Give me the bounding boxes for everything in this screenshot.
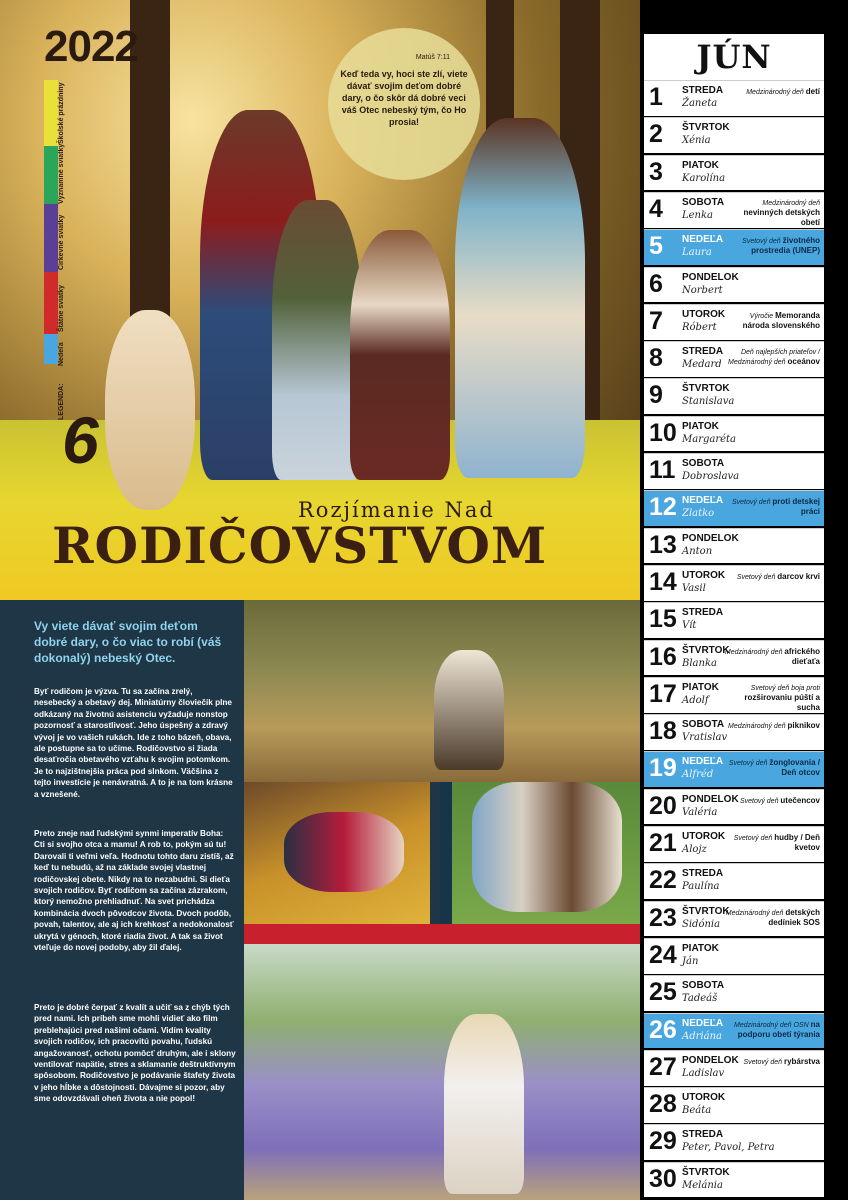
day-number: 18 (649, 717, 677, 746)
photo-family-lying (452, 782, 640, 924)
article-column (0, 600, 244, 1200)
day-event-highlight: darcov krvi (777, 571, 820, 581)
calendar-day (644, 751, 824, 787)
day-weekday: ŠTVRTOK (682, 383, 730, 395)
article-lead: Vy viete dávať svojim deťom dobré dary, o čo viac to robí (váš dokonalý) nebeský Otec. (34, 619, 222, 665)
photo-gap (430, 782, 440, 924)
day-weekday: UTOROK (682, 569, 726, 581)
day-weekday: ŠTVRTOK (682, 1166, 730, 1178)
calendar-month: JÚN (696, 38, 772, 76)
day-nameday: Vratislav (682, 732, 728, 744)
legend-label: Štátne sviatky (58, 284, 65, 332)
day-event-highlight: hudby / Deň kvetov (774, 833, 820, 852)
calendar-day (644, 863, 824, 899)
legend-swatch-state (44, 272, 58, 334)
boy-figure (272, 200, 362, 480)
day-event-highlight: afrického dieťaťa (784, 646, 820, 666)
day-weekday: ŠTVRTOK (682, 905, 730, 917)
legend (44, 80, 65, 490)
photo-lavender-field (244, 944, 640, 1200)
day-event-highlight: utečencov (780, 795, 820, 805)
calendar-day (644, 341, 824, 377)
calendar-day (644, 1050, 824, 1086)
day-nameday: Blanka (682, 657, 717, 669)
calendar-day (644, 1013, 824, 1049)
day-nameday: Adriána (682, 1030, 722, 1042)
day-number: 11 (649, 456, 676, 484)
photo-figures (472, 782, 622, 912)
day-nameday: Paulína (682, 881, 720, 893)
day-event (724, 833, 820, 853)
day-event-highlight: rozširovaniu púští a sucha (744, 692, 820, 712)
day-event-highlight: nevinných detských obetí (743, 207, 820, 227)
calendar-day (644, 714, 824, 750)
day-event-text: Svetový deň (736, 573, 776, 581)
day-nameday: Valéria (682, 806, 718, 818)
calendar-day (644, 677, 824, 713)
day-weekday: UTOROK (682, 831, 726, 842)
day-nameday: Ladislav (682, 1067, 725, 1079)
day-event (724, 572, 820, 582)
day-number: 7 (649, 306, 663, 335)
day-event-highlight: rybárstva (783, 1056, 820, 1066)
day-number: 1 (649, 83, 663, 111)
day-event-text: Medzinárodný deň (746, 89, 804, 96)
day-weekday: NEDEĽA (682, 756, 724, 768)
day-event-text: Medzinárodný deň (724, 648, 783, 656)
day-number: 6 (649, 269, 663, 298)
day-number: 9 (649, 381, 663, 410)
calendar-day (644, 640, 824, 676)
day-number: 25 (649, 978, 677, 1007)
day-event (724, 311, 820, 331)
day-event-highlight: Memoranda národa slovenského (742, 310, 820, 330)
calendar-day (644, 304, 824, 340)
day-number: 21 (649, 829, 677, 857)
day-number: 19 (649, 754, 677, 783)
day-number: 5 (649, 232, 663, 261)
day-event (724, 908, 820, 928)
day-event (724, 1020, 820, 1040)
calendar-day (644, 155, 824, 191)
calendar-day (644, 416, 824, 452)
subtitle: Rozjímanie Nad (298, 498, 495, 522)
day-number: 20 (649, 791, 677, 820)
legend-title: LEGENDA: (58, 383, 65, 420)
day-event-text: Svetový deň (739, 797, 779, 805)
calendar-day (644, 229, 824, 265)
day-weekday: SOBOTA (682, 719, 725, 731)
legend-label: Významné sviatky (58, 143, 65, 204)
calendar-day (644, 80, 824, 116)
day-number: 10 (649, 418, 677, 447)
calendar-day (644, 826, 824, 862)
mother-figure (455, 118, 585, 478)
day-event-text: Deň najlepších priateľov / Medzinárodný deň (727, 349, 820, 367)
day-event (724, 497, 820, 517)
day-nameday: Norbert (682, 284, 723, 296)
day-weekday: STREDA (682, 607, 724, 619)
day-event (724, 348, 820, 367)
legend-label: Nedeľa (58, 342, 65, 366)
day-nameday: Xénia (682, 135, 711, 147)
day-weekday: UTOROK (682, 1092, 726, 1104)
day-event (724, 199, 820, 228)
day-nameday: Alojz (682, 844, 707, 855)
day-number: 28 (649, 1090, 677, 1119)
day-nameday: Beáta (682, 1105, 712, 1117)
calendar-day (644, 1162, 824, 1198)
calendar-day (644, 565, 824, 601)
calendar-day (644, 602, 824, 638)
day-weekday: SOBOTA (682, 196, 725, 208)
month-number: 6 (62, 403, 99, 477)
photo-family-field (244, 600, 640, 782)
legend-swatch-sunday (44, 334, 58, 364)
day-event-highlight: žonglovania / Deň otcov (769, 758, 820, 778)
calendar-day (644, 453, 824, 489)
day-event-text: Výročie (749, 312, 774, 320)
day-weekday: PIATOK (682, 942, 719, 954)
day-nameday: Zlatko (682, 508, 715, 520)
day-number: 3 (649, 157, 663, 186)
article-paragraph: Preto je dobré čerpať z kvalít a učiť sa z chýb tých pred nami. Ich príbeh sme mohli vidieť ako film preblehajúci pred našimi očami. Vidím kvality svojich rodičov, ich pracovitú povahu, ľudskú angažovanosť, ochotu pomôcť druhým, ale i sklony ventilovať napätie, stres a sklamanie deštruktívnym spôsobom. Rodičovstvo je podávanie štafety života v jeho hĺbke a dôstojnosti. Dávajme si pozor, aby sme odovzdávali oheň života a nie popol! (34, 1003, 236, 1104)
day-weekday: PONDELOK (682, 271, 739, 283)
calendar-day (644, 975, 824, 1011)
day-nameday: Karolína (682, 172, 726, 184)
legend-label: Cirkevné sviatky (58, 214, 65, 270)
day-event (724, 647, 820, 667)
day-event-highlight: detských dedíniek SOS (768, 907, 820, 927)
day-event-text: Medzinárodný deň (725, 909, 784, 917)
dog-figure (105, 310, 195, 510)
day-number: 16 (649, 642, 677, 671)
girl-figure (350, 230, 450, 480)
day-number: 23 (649, 903, 677, 932)
day-nameday: Sidónia (682, 918, 721, 930)
day-weekday: PIATOK (682, 420, 719, 432)
calendar-month-header (644, 34, 824, 80)
day-weekday: PIATOK (682, 159, 719, 171)
day-event (724, 758, 820, 778)
day-nameday: Peter, Pavol, Petra (682, 1142, 775, 1154)
day-event (724, 684, 820, 713)
day-number: 30 (649, 1164, 677, 1193)
calendar-day (644, 192, 824, 228)
day-weekday: PIATOK (682, 681, 719, 693)
calendar-day (644, 378, 824, 414)
day-nameday: Žaneta (682, 98, 718, 109)
day-weekday: ŠTVRTOK (682, 122, 730, 134)
day-number: 17 (649, 679, 677, 708)
legend-label: Školské prázdniny (58, 82, 65, 144)
day-nameday: Vasil (682, 582, 706, 594)
calendar-day (644, 1124, 824, 1160)
day-weekday: SOBOTA (682, 980, 725, 992)
photo-woman-figure (444, 1014, 524, 1194)
day-event-text: Svetový deň (728, 760, 768, 768)
day-event (724, 796, 820, 806)
day-weekday: STREDA (682, 346, 724, 358)
day-event-highlight: oceánov (787, 357, 820, 367)
day-nameday: Lenka (682, 209, 714, 221)
day-event-highlight: životného prostredia (UNEP) (751, 236, 820, 256)
day-event-text: Svetový deň (733, 835, 773, 842)
photo-figures (434, 650, 504, 770)
main-title: RODIČOVSTVOM (52, 516, 548, 575)
quote-text: Keď teda vy, hoci ste zlí, viete dávať svojim deťom dobré dary, o čo skôr dá dobré veci váš Otec nebeský tým, čo Ho prosia! (340, 69, 468, 127)
photo-mother-child (244, 782, 430, 924)
day-event (724, 1057, 820, 1067)
calendar-day (644, 528, 824, 564)
day-number: 26 (649, 1015, 677, 1044)
day-event-highlight: na podporu obetí týrania (737, 1019, 820, 1039)
day-weekday: NEDEĽA (682, 495, 724, 507)
day-weekday: STREDA (682, 1129, 724, 1141)
day-weekday: SOBOTA (682, 458, 725, 469)
calendar-day (644, 901, 824, 937)
calendar-day (644, 1087, 824, 1123)
year-label: 2022 (44, 22, 138, 71)
day-event-text: Svetový deň (742, 238, 781, 246)
calendar-day (644, 789, 824, 825)
day-nameday: Melánia (682, 1179, 723, 1191)
day-event-text: Svetový deň (731, 499, 771, 507)
day-number: 4 (649, 194, 663, 223)
calendar-day (644, 267, 824, 303)
divider-bar (244, 924, 640, 944)
day-weekday: STREDA (682, 85, 724, 96)
day-weekday: ŠTVRTOK (682, 644, 730, 656)
day-event-text: Svetový deň boja proti (750, 684, 820, 692)
day-nameday: Stanislava (682, 396, 735, 408)
day-number: 14 (649, 567, 677, 596)
day-nameday: Laura (682, 247, 712, 259)
article-paragraph: Byť rodičom je výzva. Tu sa začína zrelý, nesebecký a obetavý dej. Miniatúrny človiečik plne odkázaný na životnú asistenciu vyžaduje nonstop pozornosť a starostlivosť. Jeho úspešný a zdravý vývoj je vo vašich rukách. Ide z toho bázeň, obava, ale postupne sa to učíme. Rodičovstvo si žiada desaťročia obetavého vzťahu k svojim potomkom. Je to najzištnejšia práca pod slnkom. Väčšina z tejto investície je nenávratná. A to je na tom krásne a vznešené. (34, 687, 233, 799)
day-nameday: Anton (682, 545, 713, 557)
day-nameday: Ján (682, 955, 699, 967)
bible-quote (328, 28, 480, 180)
day-event-highlight: proti detskej práci (772, 497, 820, 517)
day-number: 15 (649, 605, 677, 634)
day-weekday: NEDEĽA (682, 1017, 724, 1029)
day-event (724, 721, 820, 731)
day-event (724, 87, 820, 97)
day-nameday: Dobroslava (682, 471, 740, 482)
day-event-text: Svetový deň (743, 1058, 783, 1066)
day-number: 8 (649, 344, 663, 373)
day-number: 2 (649, 120, 663, 149)
day-event-highlight: piknikov (787, 721, 820, 731)
day-weekday: STREDA (682, 868, 724, 880)
day-event-text: Medzinárodný deň OSN (733, 1021, 809, 1029)
day-number: 24 (649, 940, 677, 969)
day-weekday: PONDELOK (682, 793, 739, 805)
legend-swatch-school (44, 80, 58, 146)
day-event-text: Medzinárodný deň (728, 723, 786, 731)
day-event-text: Medzinárodný deň (762, 199, 820, 207)
legend-swatch-significant (44, 146, 58, 204)
day-nameday: Vít (682, 620, 697, 632)
day-number: 13 (649, 530, 677, 559)
day-weekday: NEDEĽA (682, 234, 724, 246)
day-nameday: Margaréta (682, 433, 737, 445)
calendar (640, 0, 848, 1200)
day-event (724, 236, 820, 256)
day-weekday: PONDELOK (682, 1054, 739, 1066)
day-number: 12 (649, 493, 677, 522)
quote-reference: Matúš 7:11 (415, 54, 450, 61)
day-number: 29 (649, 1127, 677, 1156)
day-number: 22 (649, 866, 677, 895)
day-nameday: Medard (682, 359, 722, 371)
day-nameday: Róbert (682, 321, 717, 333)
calendar-day (644, 938, 824, 974)
calendar-day (644, 117, 824, 153)
photo-figures (284, 812, 404, 892)
day-weekday: UTOROK (682, 308, 726, 320)
day-nameday: Tadeáš (682, 993, 718, 1005)
day-nameday: Alfréd (682, 769, 714, 781)
day-nameday: Adolf (682, 694, 709, 706)
day-weekday: PONDELOK (682, 532, 739, 544)
day-event-highlight: detí (805, 87, 820, 96)
legend-swatch-church (44, 204, 58, 272)
article-paragraph: Preto zneje nad ľudskými synmi imperatív Boha: Cti si svojho otca a mamu! A rob to, pokým sú tu! Darovali ti veľmi veľa. Hodnotu tohto daru zistíš, až keď tu nebudú, až na základe svojej vlastnej rodičovskej obete. Nikdy na to nezabudni. Si dieťa svojich rodičov. Byť rodičom sa začína zázrakom, ktorý nemožno prehliadnuť. Na svet prichádza kombinácia dvoch pôvodcov života. Dvoch podôb, povah, talentov, ale aj ich krehkosť a nedokonalosť ukrytá v génoch, ktoré riadia život. A tak sa život vteľuje do novej podoby, aby žil ďalej. (34, 829, 234, 953)
day-number: 27 (649, 1052, 677, 1081)
calendar-day (644, 490, 824, 526)
